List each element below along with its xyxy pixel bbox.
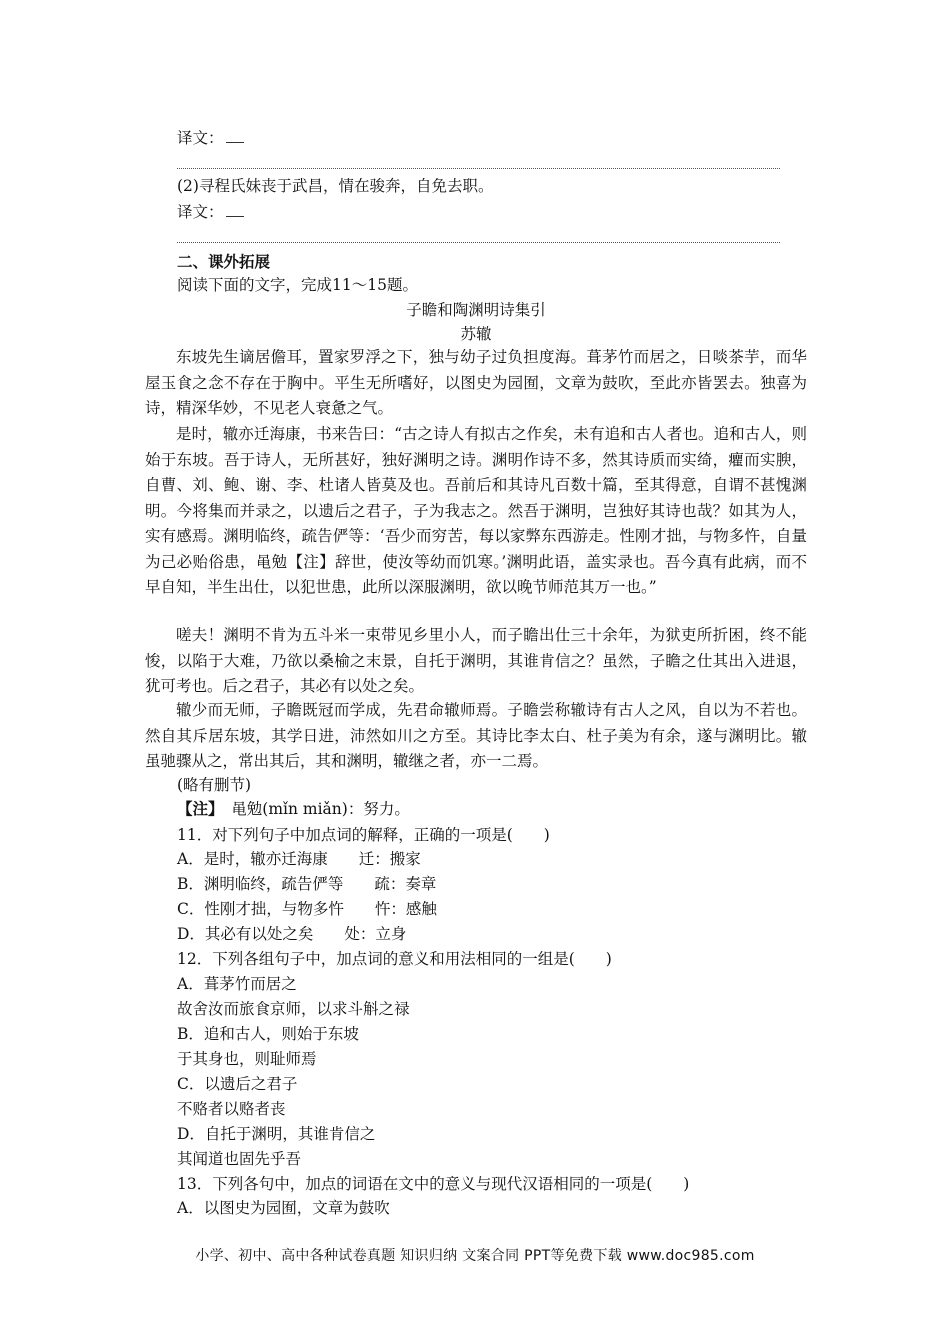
translation-line-2 [177, 201, 807, 223]
question-11-option-b: B．渊明临终，疏告俨等 疏：奏章 [177, 875, 437, 893]
question-12-stem: 12．下列各组句子中，加点词的意义和用法相同的一组是( ) [177, 950, 612, 968]
question-12-option-b: B．追和古人，则始于东坡 [177, 1025, 359, 1043]
question-11-option-c: C．性刚才拙，与物多忤 忤：感触 [177, 900, 437, 918]
translation-line-1 [177, 127, 807, 149]
question-12-option-c: C．以遗后之君子 [177, 1075, 298, 1093]
source-note: (略有删节) [177, 776, 252, 794]
article-author: 苏辙 [460, 325, 492, 343]
question-11-option-a: A．是时，辙亦迁海康 迁：搬家 [177, 850, 421, 868]
answer-blank[interactable] [226, 132, 244, 143]
article-paragraph-2: 是时，辙亦迁海康，书来告曰：“古之诗人有拟古之作矣，未有追和古人者也。追和古人，则始于东坡。吾于诗人，无所甚好，独好渊明之诗。渊明作诗不多，然其诗质而实绮，癯而实腴，自曹、刘、鲍、谢、李、杜诸人皆莫及也。吾前后和其诗凡百数十篇，至其得意，自谓不甚愧渊明。今将集而并录之，以遗后之君子，子为我志之。然吾于渊明，岂独好其诗也哉？如其为人，实有感焉。渊明临终，疏告俨等：‘吾少而穷苦，每以家弊东西游走。性刚才拙，与物多忤，自量为己必贻俗患，黾勉【注】辞世，使汝等幼而饥寒。’渊明此语，盖实录也。吾今真有此病，而不早自知，半生出仕，以犯世患，此所以深服渊明，欲以晚节师范其万一也。” [145, 425, 807, 596]
question-12-option-a-pair: 故舍汝而旅食京师，以求斗斛之禄 [177, 1000, 410, 1018]
question-11-option-d: D．其必有以处之矣 处：立身 [177, 925, 407, 943]
translation-label: 译文： [177, 203, 224, 221]
article-title: 子瞻和陶渊明诗集引 [406, 301, 546, 319]
note-label: 【注】 [177, 799, 216, 818]
question-13-stem: 13．下列各句中，加点的词语在文中的意义与现代汉语相同的一项是( ) [177, 1175, 690, 1193]
question-12-option-c-pair: 不赂者以赂者丧 [177, 1100, 286, 1118]
answer-blank[interactable] [226, 206, 244, 217]
article-paragraph-4: 辙少而无师，子瞻既冠而学成，先君命辙师焉。子瞻尝称辙诗有古人之风，自以为不若也。然自其斥居东坡，其学日进，沛然如川之方至。其诗比李太白、杜子美为有余，遂与渊明比。辙虽驰骤从之，常出其后，其和渊明，辙继之者，亦一二焉。 [145, 701, 807, 770]
question-12-option-d-pair: 其闻道也固先乎吾 [177, 1150, 302, 1168]
question-13-option-a: A．以图史为园囿，文章为鼓吹 [177, 1199, 390, 1217]
question-12-option-a: A．葺茅竹而居之 [177, 975, 297, 993]
footer-banner: 小学、初中、高中各种试卷真题 知识归纳 文案合同 PPT等免费下载 www.doc985.com [195, 1248, 755, 1264]
translation-label: 译文： [177, 129, 224, 147]
article-paragraph-3: 嗟夫！渊明不肯为五斗米一束带见乡里小人，而子瞻出仕三十余年，为狱吏所折困，终不能悛，以陷于大难，乃欲以桑榆之末景，自托于渊明，其谁肯信之？虽然，子瞻之仕其出入进退，犹可考也。后之君子，其必有以处之矣。 [145, 626, 807, 695]
dotted-answer-line [177, 242, 780, 243]
note-text: 黾勉(mǐn miǎn)：努力。 [231, 800, 410, 818]
question-12-option-b-pair: 于其身也，则耻师焉 [177, 1050, 317, 1068]
footnote [177, 798, 807, 820]
question-11-stem: 11．对下列句子中加点词的解释，正确的一项是( ) [177, 826, 550, 844]
section-heading: 二、课外拓展 [177, 252, 271, 271]
dotted-answer-line [177, 168, 780, 169]
instruction: 阅读下面的文字，完成11～15题。 [177, 276, 418, 294]
question-2: (2)寻程氏妹丧于武昌，情在骏奔，自免去职。 [177, 177, 494, 195]
question-12-option-d: D．自托于渊明，其谁肯信之 [177, 1125, 376, 1143]
article-paragraph-1: 东坡先生谪居儋耳，置家罗浮之下，独与幼子过负担度海。葺茅竹而居之，日啖茶芋，而华屋玉食之念不存在于胸中。平生无所嗜好，以图史为园囿，文章为鼓吹，至此亦皆罢去。独喜为诗，精深华妙，不见老人衰惫之气。 [145, 348, 807, 417]
